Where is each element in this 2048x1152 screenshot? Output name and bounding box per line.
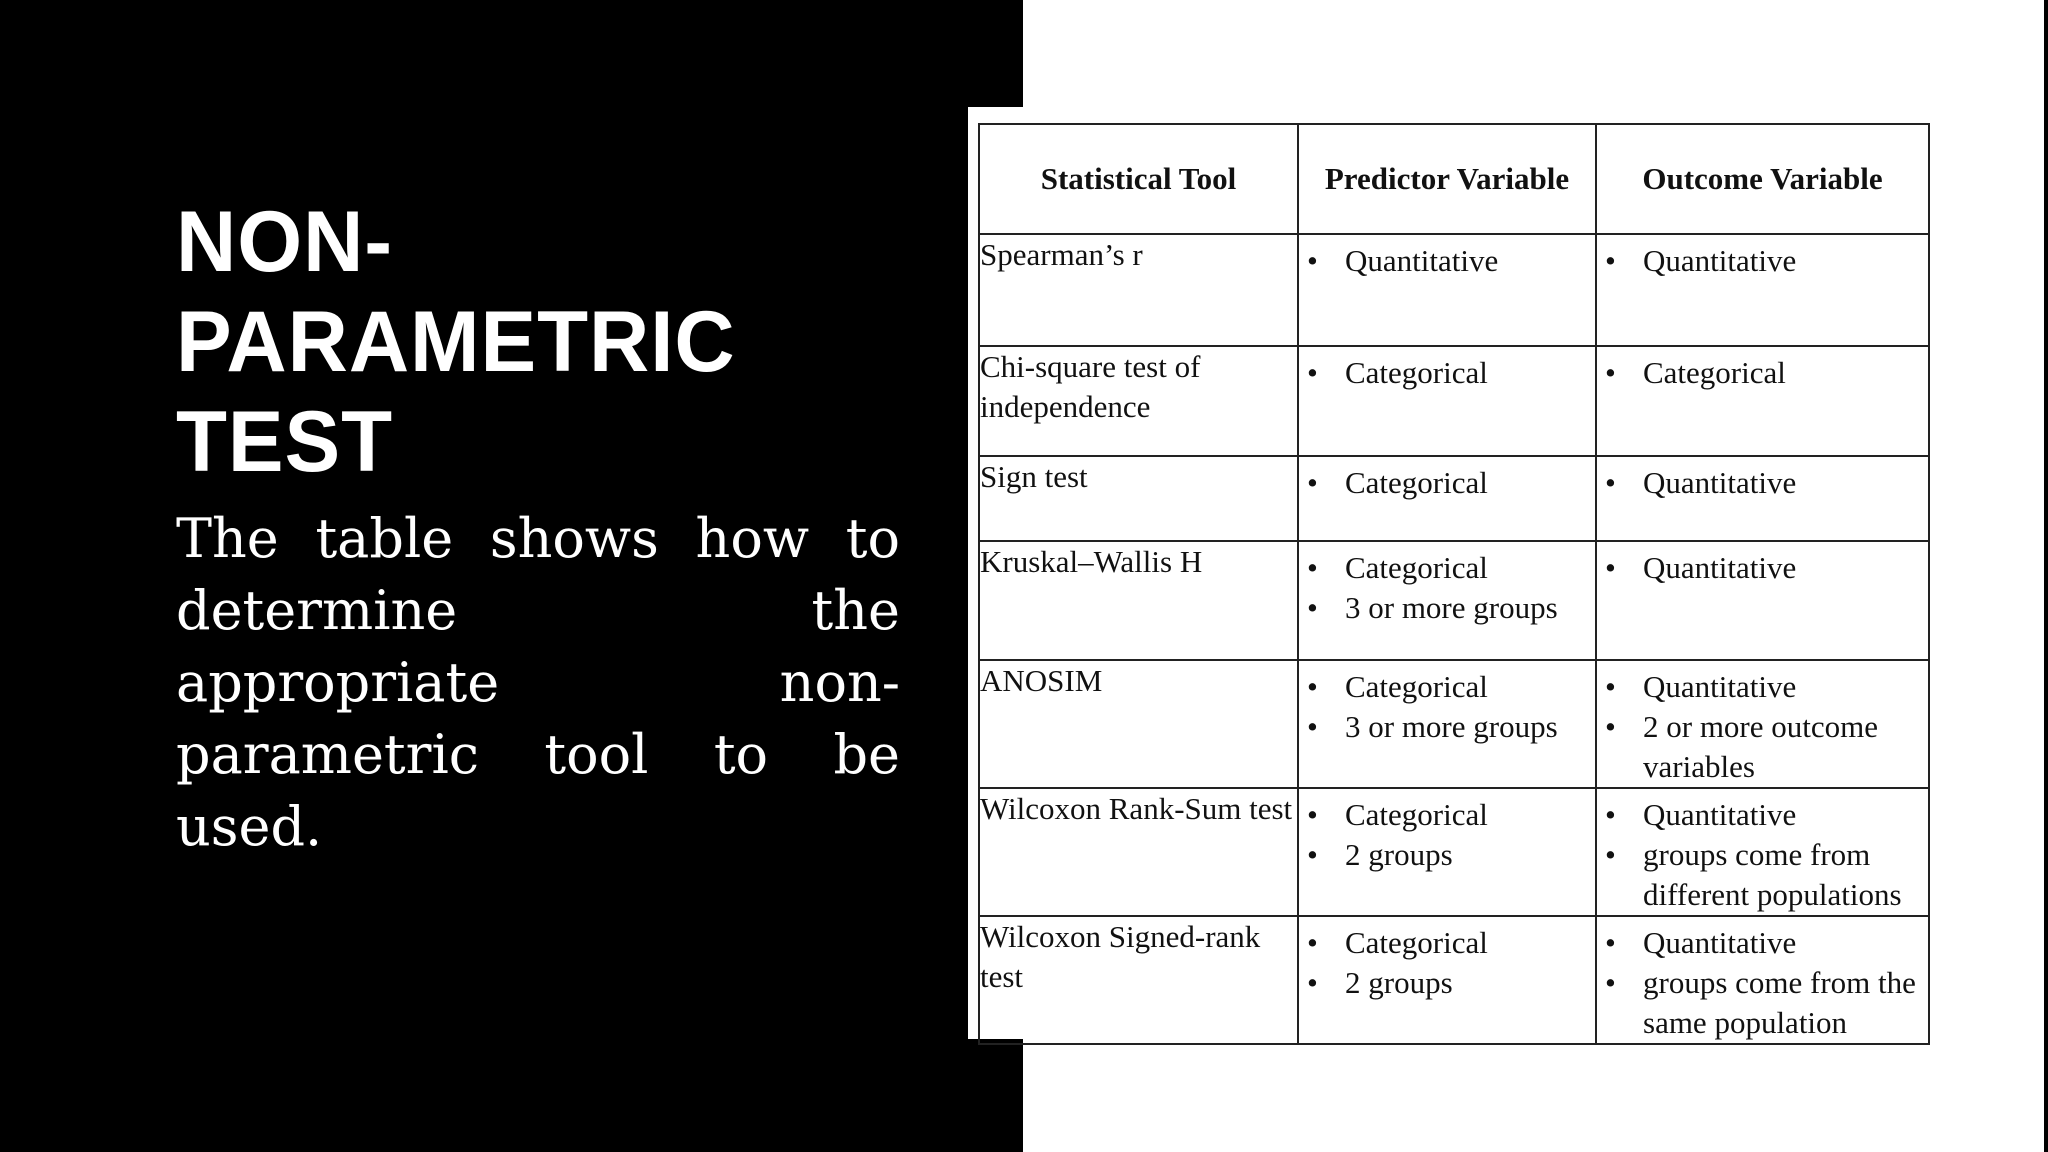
predictor-item: • 3 or more groups [1345, 707, 1595, 747]
predictor-cell [1298, 456, 1596, 541]
outcome-item: • groups come from the same population [1643, 963, 1928, 1043]
predictor-cell [1298, 916, 1596, 1044]
table-row [979, 234, 1929, 346]
table-row [979, 541, 1929, 660]
table-row [979, 456, 1929, 541]
outcome-cell [1596, 660, 1929, 788]
table-header-row [979, 124, 1929, 234]
predictor-item: • 2 groups [1345, 963, 1595, 1003]
outcome-item: • Quantitative [1643, 923, 1928, 963]
right-edge-bar [2044, 0, 2048, 1152]
table-row [979, 916, 1929, 1044]
outcome-cell [1596, 541, 1929, 660]
tool-cell: Spearman’s r [979, 234, 1298, 346]
predictor-item: • 2 groups [1345, 835, 1595, 875]
outcome-cell [1596, 456, 1929, 541]
slide-title [176, 192, 913, 492]
non-parametric-tools-table [978, 123, 1930, 1045]
predictor-cell [1298, 788, 1596, 916]
outcome-item: • Quantitative [1643, 667, 1928, 707]
table-row [979, 346, 1929, 456]
table-image-frame [968, 107, 1928, 1039]
tool-cell: ANOSIM [979, 660, 1298, 788]
outcome-item: • Quantitative [1643, 548, 1928, 588]
outcome-cell [1596, 788, 1929, 916]
predictor-item: • Categorical [1345, 795, 1595, 835]
outcome-item: • Quantitative [1643, 241, 1928, 281]
outcome-cell [1596, 346, 1929, 456]
predictor-item: • 3 or more groups [1345, 588, 1595, 628]
predictor-item: • Categorical [1345, 463, 1595, 503]
predictor-item: • Quantitative [1345, 241, 1595, 281]
header-predictor-variable: Predictor Variable [1298, 124, 1596, 234]
tool-cell: Kruskal–Wallis H [979, 541, 1298, 660]
table-row [979, 660, 1929, 788]
outcome-item: • groups come from different populations [1643, 835, 1928, 915]
outcome-item: • 2 or more outcome variables [1643, 707, 1928, 787]
tool-cell: Chi-square test of independence [979, 346, 1298, 456]
predictor-item: • Categorical [1345, 923, 1595, 963]
slide-title-line-2: TEST [176, 394, 394, 490]
slide-title-line-1: NON-PARAMETRIC [176, 194, 736, 390]
outcome-item: • Quantitative [1643, 795, 1928, 835]
slide-body-text: The table shows how to determine the appropriate non-parametric tool to be used. [176, 507, 900, 858]
predictor-item: • Categorical [1345, 548, 1595, 588]
predictor-cell [1298, 234, 1596, 346]
tool-cell: Wilcoxon Rank-Sum test [979, 788, 1298, 916]
outcome-item: • Categorical [1643, 353, 1928, 393]
tool-cell: Wilcoxon Signed-rank test [979, 916, 1298, 1044]
predictor-cell [1298, 346, 1596, 456]
tool-cell: Sign test [979, 456, 1298, 541]
outcome-cell [1596, 234, 1929, 346]
predictor-cell [1298, 660, 1596, 788]
predictor-cell [1298, 541, 1596, 660]
outcome-item: • Quantitative [1643, 463, 1928, 503]
predictor-item: • Categorical [1345, 353, 1595, 393]
header-outcome-variable: Outcome Variable [1596, 124, 1929, 234]
outcome-cell [1596, 916, 1929, 1044]
predictor-item: • Categorical [1345, 667, 1595, 707]
header-statistical-tool: Statistical Tool [979, 124, 1298, 234]
table-row [979, 788, 1929, 916]
